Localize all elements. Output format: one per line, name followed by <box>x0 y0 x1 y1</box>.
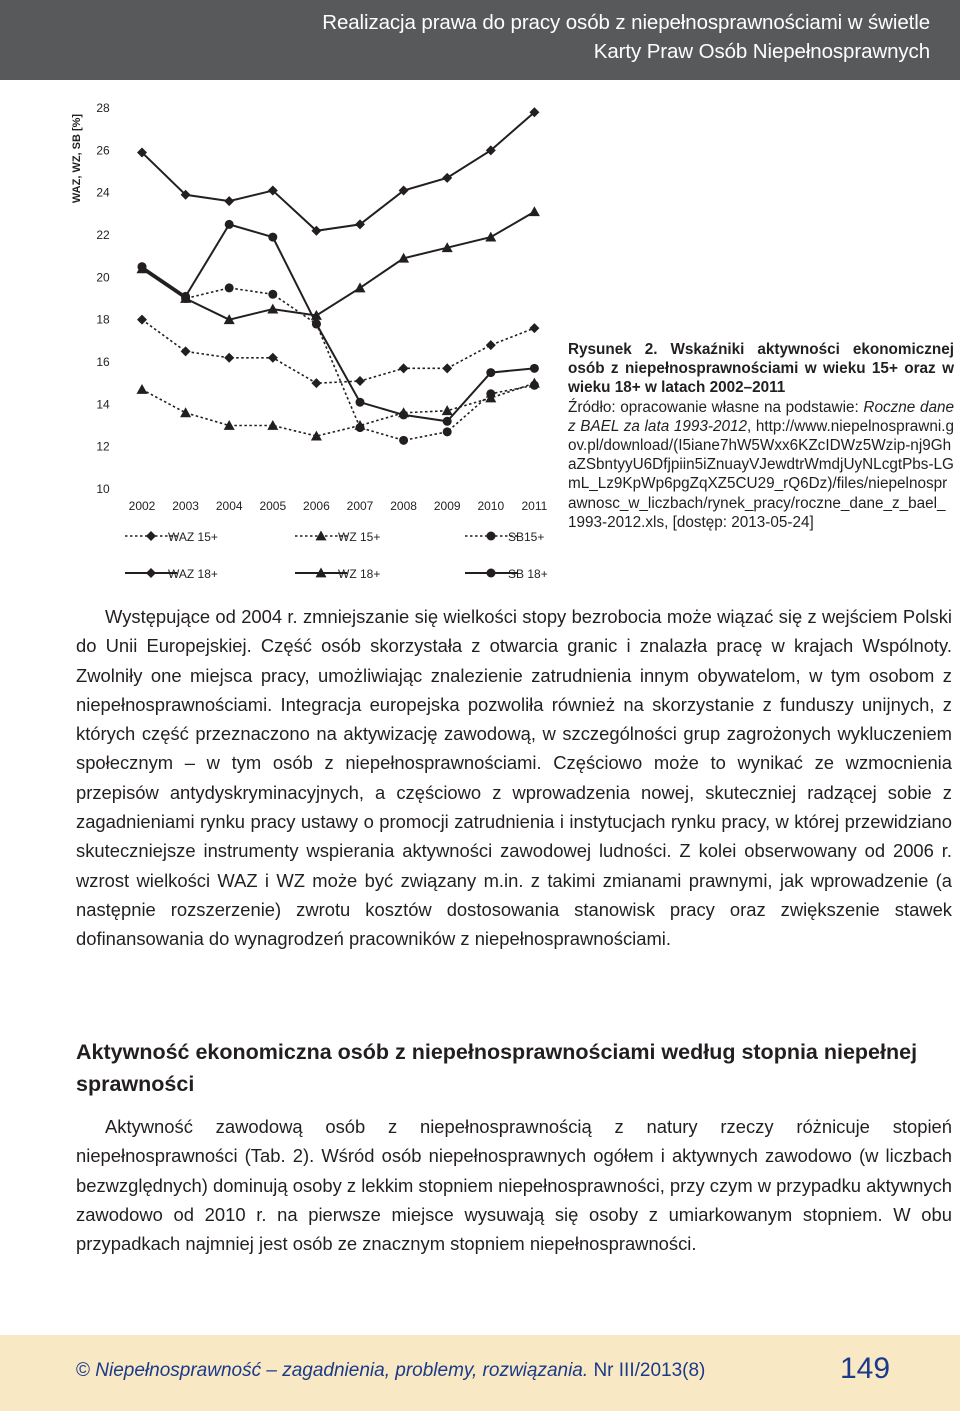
data-point-sb-18 <box>443 417 452 426</box>
legend-marker-waz-18 <box>146 568 156 578</box>
body-paragraph-2: Aktywność zawodową osób z niepełnosprawnością z natury rzeczy różnicuje stopień niepełnosprawności (Tab. 2). Wśród osób niepełnosprawnych ogółem i aktywnych zawodowo (w liczbach bezwzględnych) dominują osoby z lekkim stopniem niepełnosprawności, przy czym w przypadku aktywnych zawodowo od 2010 r. na pierwsze miejsce wysuwają się osoby z umiarkowanym stopniem. W obu przypadkach najmniej jest osób ze znacznym stopniem niepełnosprawności. <box>76 1116 952 1255</box>
data-point-sb15 <box>530 381 539 390</box>
x-tick-label: 2006 <box>303 499 330 513</box>
copyright-symbol: © <box>76 1360 90 1381</box>
data-point-waz-15 <box>181 346 191 356</box>
y-tick-label: 12 <box>96 439 110 454</box>
x-tick-label: 2002 <box>128 499 156 513</box>
legend-marker-sb15 <box>487 532 496 541</box>
legend-label-sb-18: SB 18+ <box>508 567 548 581</box>
page-footer <box>0 1335 960 1411</box>
y-tick-label: 18 <box>96 312 110 327</box>
y-tick-label: 28 <box>96 101 110 115</box>
data-point-wz-15 <box>267 420 278 430</box>
data-point-waz-15 <box>486 340 496 350</box>
data-point-waz-15 <box>311 378 321 388</box>
data-point-sb15 <box>268 290 277 299</box>
legend-label-waz-18: WAZ 18+ <box>168 567 218 581</box>
footer-issue: Nr III/2013(8) <box>593 1360 706 1381</box>
data-point-sb15 <box>443 427 452 436</box>
data-point-waz-15 <box>224 353 234 363</box>
x-tick-label: 2009 <box>433 499 461 513</box>
figure-caption <box>568 340 954 532</box>
caption-source-title: Roczne dane z BAEL za lata 1993-2012 <box>568 398 954 435</box>
x-tick-label: 2008 <box>390 499 417 513</box>
data-point-waz-15 <box>137 315 147 325</box>
data-point-sb-18 <box>138 262 147 271</box>
data-point-sb-18 <box>181 292 190 301</box>
page-number: 149 <box>840 1352 891 1385</box>
data-point-waz-15 <box>442 363 452 373</box>
data-point-wz-18 <box>485 232 496 242</box>
caption-source-prefix: Źródło: opracowanie własne na podstawie: <box>568 398 864 416</box>
y-tick-label: 16 <box>96 355 110 369</box>
legend-marker-sb-18 <box>487 569 496 578</box>
line-chart <box>0 88 560 588</box>
data-point-sb15 <box>399 436 408 445</box>
legend-label-wz-18: WZ 18+ <box>338 567 381 581</box>
data-point-sb-18 <box>399 410 408 419</box>
caption-label: Rysunek 2. <box>568 341 658 358</box>
header-title-line2: Karty Praw Osób Niepełnosprawnych <box>593 40 930 63</box>
y-tick-label: 24 <box>96 185 110 200</box>
page-header <box>0 0 960 80</box>
section-heading: Aktywność ekonomiczna osób z niepełnosprawnościami według stopnia niepełnej sprawności <box>76 1040 918 1096</box>
y-tick-label: 14 <box>96 397 110 412</box>
data-point-sb-18 <box>530 364 539 373</box>
data-point-sb-18 <box>268 233 277 242</box>
data-point-waz-18 <box>442 173 452 183</box>
data-point-sb-18 <box>356 398 365 407</box>
x-tick-label: 2005 <box>259 499 287 513</box>
data-point-sb-18 <box>486 368 495 377</box>
y-tick-label: 10 <box>96 482 110 496</box>
x-tick-label: 2010 <box>477 499 505 513</box>
legend-label-sb15: SB15+ <box>508 530 545 544</box>
y-tick-label: 20 <box>96 270 110 285</box>
data-point-wz-15 <box>180 407 191 417</box>
caption-title: Wskaźniki aktywności ekonomicznej osób z niepełnosprawnościami w wieku 15+ oraz w wieku 18+ w latach 2002–2011 <box>568 341 954 397</box>
data-point-sb15 <box>356 423 365 432</box>
legend-label-wz-15: WZ 15+ <box>338 530 381 544</box>
data-point-wz-15 <box>137 384 148 394</box>
data-point-sb-18 <box>225 220 234 229</box>
header-title-line1: Realizacja prawa do pracy osób z niepełnosprawnościami w świetle <box>322 11 930 34</box>
data-point-waz-15 <box>529 323 539 333</box>
data-point-wz-18 <box>267 304 278 314</box>
x-tick-label: 2007 <box>346 499 374 513</box>
data-point-waz-15 <box>399 363 409 373</box>
series-line-waz-18 <box>142 112 534 231</box>
x-tick-label: 2003 <box>172 499 199 513</box>
footer-citation <box>76 1360 705 1382</box>
data-point-waz-15 <box>268 353 278 363</box>
data-point-sb-18 <box>312 319 321 328</box>
y-tick-label: 22 <box>96 228 110 242</box>
y-axis-label: WAZ, WZ, SB [%] <box>71 113 83 204</box>
x-tick-label: 2011 <box>521 499 548 513</box>
data-point-sb15 <box>225 283 234 292</box>
legend-label-waz-15: WAZ 15+ <box>168 530 218 544</box>
data-point-waz-18 <box>224 196 234 206</box>
body-paragraph-1: Występujące od 2004 r. zmniejszanie się wielkości stopy bezrobocia może wiązać się z wejściem Polski do Unii Europejskiej. Część osób skorzystała z otwarcia granic i znalazła pracę w krajach Wspólnoty. Zwolniły one miejsca pracy, umożliwiając znalezienie zatrudnienia innym obywatelom, w tym osobom z niepełnosprawnościami. Integracja europejska pozwoliła również na skorzystanie z funduszy unijnych, z których część przeznaczono na aktywizację zawodową, w szczególności grup zagrożonych wykluczeniem społecznym – w tym osób z niepełnosprawnościami. Częściowo może to wynikać ze wzmocnienia przepisów antydyskryminacyjnych, a częściowo z wprowadzenia nowej, skuteczniej radzącej sobie z zagadnieniami rynku pracy ustawy o promocji zatrudnienia i instytucjach rynku pracy, w której przewidziano skuteczniejsze instrumenty wspierania aktywności zawodowej ludności. Z kolei obserwowany od 2006 r. wzrost wielkości WAZ i WZ może być związany m.in. z takimi zmianami prawnymi, jak wprowadzenie (a następnie rozszerzenie) zwrotu kosztów dostosowania stanowisk pracy oraz zwiększenie stawek dofinansowania do wynagrodzeń pracowników z niepełnosprawnościami. <box>76 606 952 950</box>
data-point-wz-18 <box>529 206 540 216</box>
header-title <box>230 8 930 66</box>
y-tick-label: 26 <box>96 143 110 158</box>
caption-source-url: , http://www.niepelnosprawni.gov.pl/download/(I5iane7hW5Wxx6KZcIDWz5Wzip-nj9GhaZSbntyyU6Dfjpiin5iZnuayVJewdtrWmdjUyNLcgtPbs-LGmL_Lz9KpWp6pgZqXZ5CU29_rQ6Dz)/files/niepelnosprawnosc_w_liczbach/rynek_pracy/roczne_dane_z_bael_1993-2012.xls, [dostęp: 2013-05-24] <box>568 417 955 531</box>
data-point-waz-15 <box>355 376 365 386</box>
series-line-waz-15 <box>142 320 534 383</box>
legend-marker-waz-15 <box>146 531 156 541</box>
data-point-wz-18 <box>355 282 366 292</box>
data-point-sb15 <box>486 389 495 398</box>
series-line-sb-18 <box>142 224 534 421</box>
footer-journal: Niepełnosprawność – zagadnienia, problemy, rozwiązania. <box>95 1360 589 1381</box>
x-tick-label: 2004 <box>215 499 243 513</box>
